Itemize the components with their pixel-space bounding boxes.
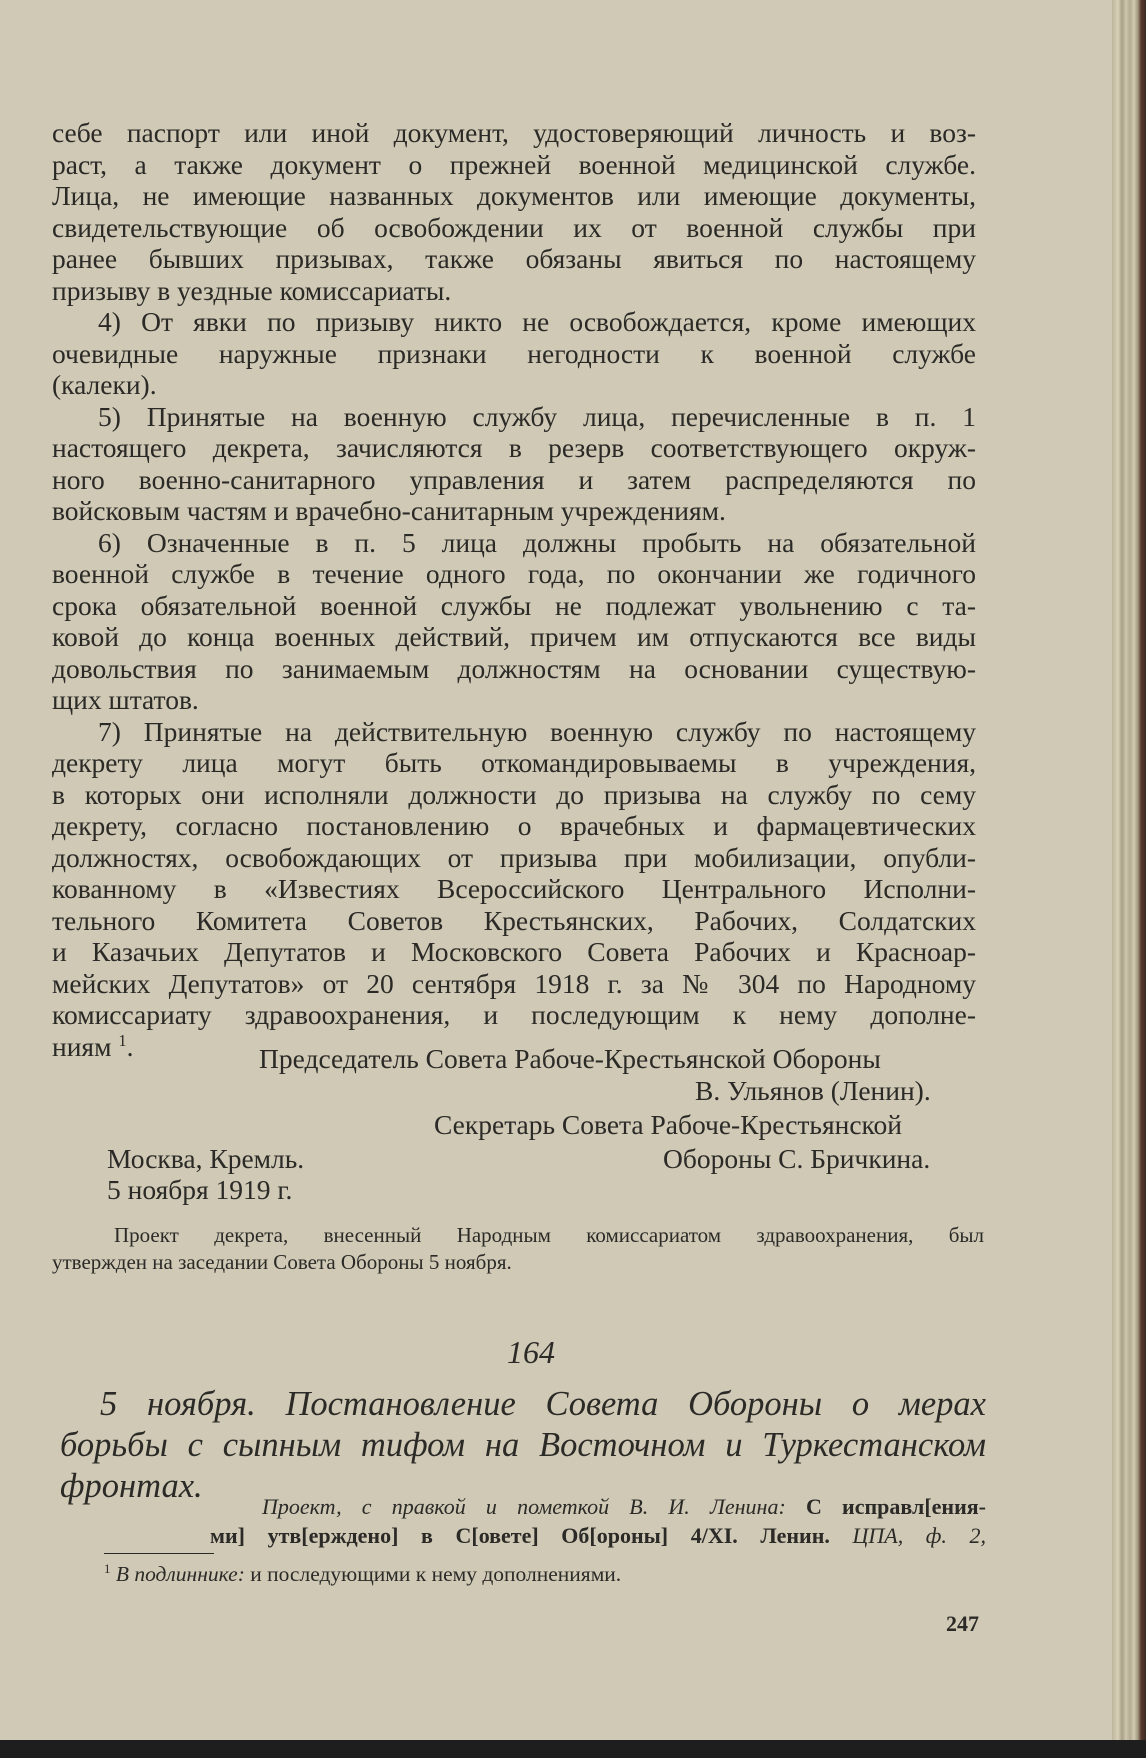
book-cover-edge [0,1740,1146,1758]
text-line: декрету лица могут быть откомандировываемы в учреждения, [52,747,976,778]
footnote-marker: 1 [104,1561,111,1576]
text-line: и Казачьих Депутатов и Московского Совета Рабочих и Красноар- [52,936,976,967]
text-line: настоящего декрета, зачисляются в резерв соответствующего окруж- [52,432,976,463]
paragraph-6 [52,527,976,716]
paragraph-continuation [52,117,976,306]
editorial-note [52,1222,984,1276]
footnote [104,1560,621,1588]
text-line: ного военно-санитарного управления и затем распределяются по [52,463,976,495]
text-line: (калеки). [52,369,157,400]
text-line: 6) Означенные в п. 5 лица должны пробыть на обязательной [98,526,976,558]
text-line: ранее бывших призывах, также обязаны явиться по настоящему [52,243,976,274]
text-line: тельного Комитета Советов Крестьянских, Рабочих, Солдатских [52,904,976,936]
decree-body [52,117,976,1062]
text-line: мейских Депутатов» от 20 сентября 1918 г. за № 304 по Народному [52,967,976,999]
text-line: утвержден на заседании Совета Обороны 5 ноября. [52,1250,512,1274]
text-line: очевидные наружные признаки негодности к военной службе [52,337,976,369]
source-bold: С исправл[ения- [805,1494,987,1519]
text-line: Проект декрета, внесенный Народным комиссариатом здравоохранения, был [114,1223,984,1247]
text-line [210,1492,986,1521]
text-line: ковой до конца военных действий, причем им отпускаются все виды [52,621,976,652]
title-line: 5 ноября. Постановление Совета Обороны о мерах [100,1385,986,1423]
source-italic: Проект, с правкой и пометкой В. И. Ленина: [262,1494,786,1519]
text-line: 7) Принятые на действительную военную службу по настоящему [98,715,976,747]
paragraph-7 [52,716,976,1063]
text-line: кованному в «Известиях Всероссийского Центрального Исполни- [52,873,976,904]
text-line: 5) Принятые на военную службу лица, перечисленные в п. 1 [98,400,976,432]
signing-date: 5 ноября 1919 г. [107,1174,293,1205]
text-line: войсковым частям и врачебно-санитарным учреждениям. [52,495,726,526]
text-line: в которых они исполняли должности до призыва на службу по сему [52,778,976,810]
paragraph-5 [52,401,976,527]
footnote-divider [104,1553,214,1554]
footnote-reference: 1 [118,1030,127,1050]
text-line: Лица, не имеющие названных документов или имеющие документы, [52,180,976,211]
text-line: щих штатов. [52,684,199,715]
title-line: борьбы с сыпным тифом на Восточном и Туркестанском [60,1426,986,1464]
document-number: 164 [507,1334,555,1370]
text-line: призыву в уездные комиссариаты. [52,274,452,306]
text-line: довольствия по занимаемым должностям на основании существую- [52,652,976,684]
chairman-name: В. Ульянов (Ленин). [695,1075,931,1106]
page-stack-edge [1112,0,1146,1740]
document-title [60,1384,986,1507]
footnote-text: и последующими к нему дополнениями. [250,1562,622,1586]
text-fragment: . [126,1030,134,1062]
text-line: декрету, согласно постановлению о врачебных и фармацевтических [52,810,976,841]
text-line: комиссариату здравоохранения, и последующим к нему дополне- [52,999,976,1030]
text-line: 4) От явки по призыву никто не освобождается, кроме имеющих [98,306,976,337]
text-line: срока обязательной военной службы не подлежат увольнению с та- [52,589,976,621]
source-italic: ЦПА, ф. 2, [852,1523,987,1548]
text-line [210,1521,986,1550]
text-line: военной службе в течение одного года, по окончании же годичного [52,558,976,589]
text-line: свидетельствующие об освобождении их от военной службы при [52,211,976,243]
text-fragment: ниям [52,1030,112,1062]
source-bold: ми] утв[ерждено] в С[овете] Об[ороны] 4/XI. Ленин. [210,1523,830,1548]
text-line: должностях, освобождающих от призыва при мобилизации, опубли- [52,841,976,873]
secretary-name: Обороны С. Бричкина. [663,1143,931,1174]
source-reference [210,1492,986,1550]
place-of-signing: Москва, Кремль. [107,1143,305,1174]
title-line: фронтах. [60,1467,203,1505]
text-line: себе паспорт или иной документ, удостоверяющий личность и воз- [52,117,976,148]
page-number: 247 [946,1611,979,1636]
footnote-italic: В подлиннике: [115,1562,245,1586]
paragraph-4 [52,306,976,401]
text-line: раст, а также документ о прежней военной медицинской службе. [52,148,976,180]
chairman-title: Председатель Совета Рабоче-Крестьянской Обороны [259,1043,881,1074]
secretary-title: Секретарь Совета Рабоче-Крестьянской [434,1109,902,1140]
